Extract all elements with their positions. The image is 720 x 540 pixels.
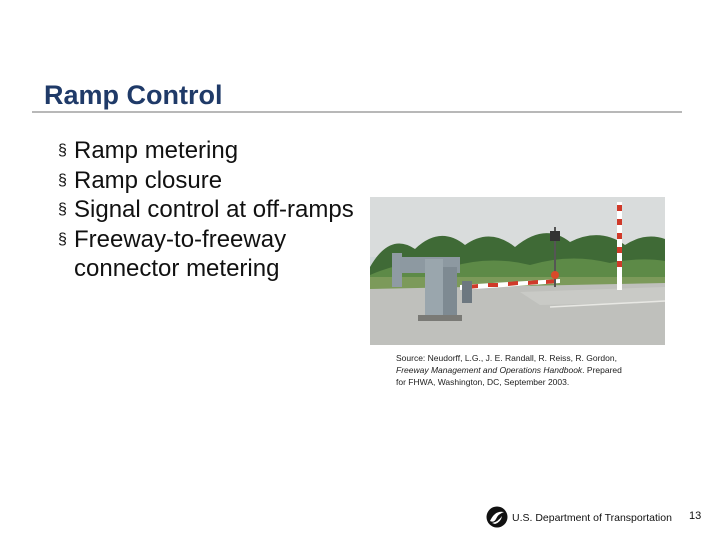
bullet-item — [58, 166, 358, 196]
organization-name: U.S. Department of Transportation — [512, 512, 672, 524]
bullet-marker: § — [58, 201, 67, 218]
caption-line-3: for FHWA, Washington, DC, September 2003. — [396, 377, 570, 387]
bullet-marker: § — [58, 142, 67, 159]
bullet-item — [58, 225, 358, 284]
usdot-logo-icon — [486, 506, 508, 528]
title-divider — [32, 111, 682, 113]
image-caption — [396, 352, 666, 388]
page-number: 13 — [689, 510, 702, 522]
caption-line-2: . Prepared — [582, 365, 622, 375]
bullet-marker: § — [58, 230, 67, 248]
caption-handbook-title: Freeway Management and Operations Handbook — [396, 365, 583, 375]
bullet-text: Ramp metering — [74, 137, 239, 164]
bullet-marker: § — [58, 171, 67, 189]
bullet-list — [58, 136, 358, 284]
bullet-text: Signal control at off-ramps — [74, 196, 354, 223]
bullet-text: Ramp closure — [74, 166, 223, 194]
caption-line-1: Source: Neudorff, L.G., J. E. Randall, R. Reiss, R. Gordon, — [396, 353, 617, 363]
bullet-text: Freeway-to-freeway connector metering — [74, 225, 287, 282]
ramp-gate-photo — [370, 197, 665, 345]
slide-title: Ramp Control — [44, 80, 223, 110]
ramp-gate-illustration — [370, 197, 665, 345]
footer — [486, 506, 716, 530]
bullet-item — [58, 195, 358, 225]
bullet-item — [58, 136, 358, 166]
